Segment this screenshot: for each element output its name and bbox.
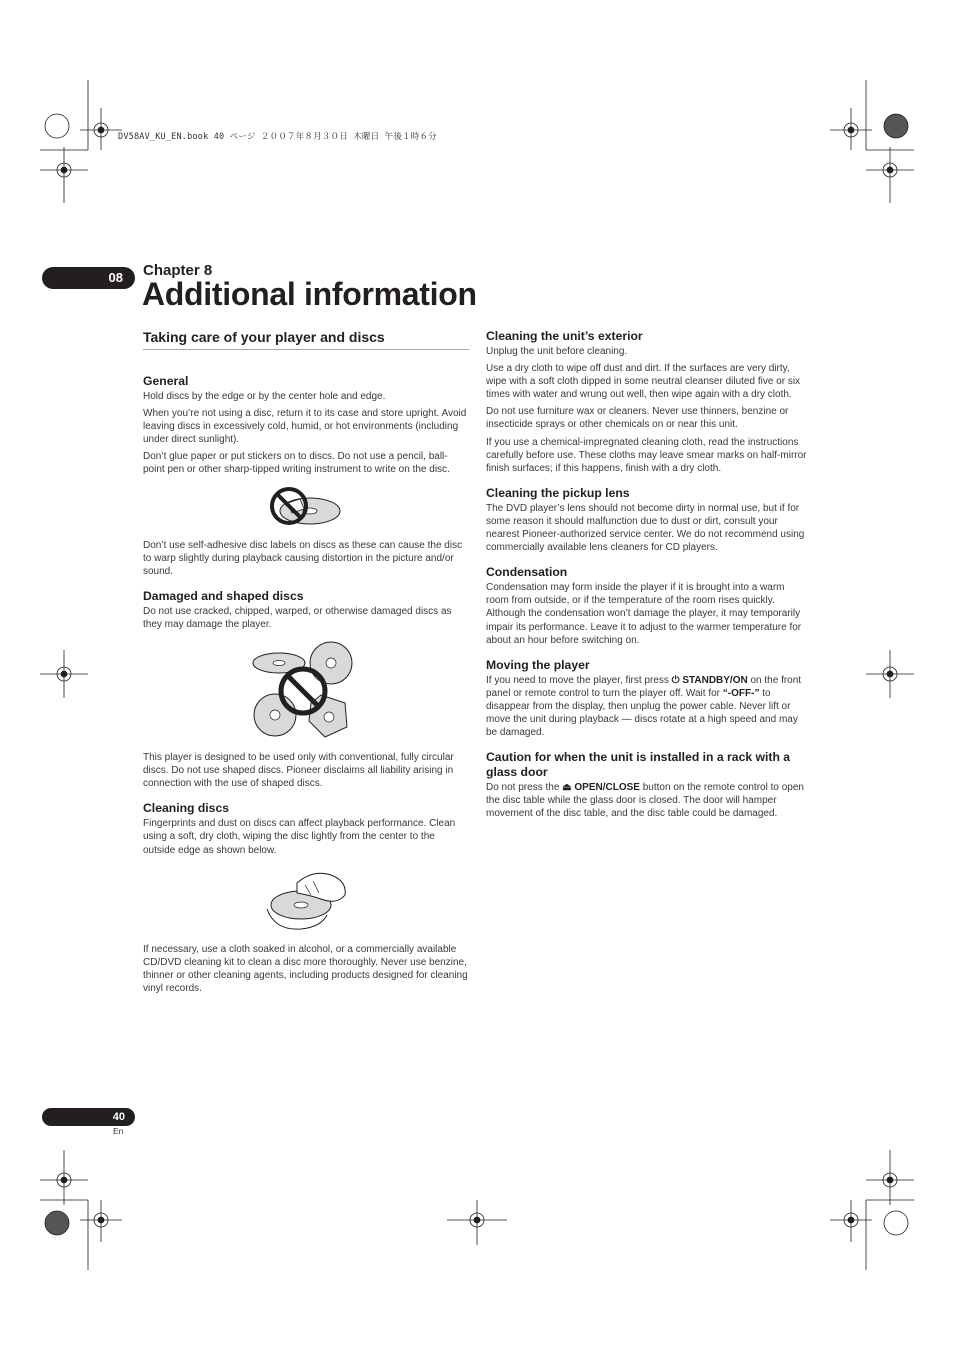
- moving-text-a: If you need to move the player, first press: [486, 674, 672, 686]
- page-language: En: [113, 1126, 124, 1136]
- damaged-p2: This player is designed to be used only with conventional, fully circular discs. Do not use shaped discs. Pioneer disclaims all liability arising in connection with the use of shaped discs.: [143, 752, 454, 790]
- damaged-p1: Do not use cracked, chipped, warped, or otherwise damaged discs as they may damage the player.: [143, 605, 452, 630]
- open-close-label: ⏏ OPEN/CLOSE: [562, 782, 640, 794]
- general-p3: Don’t glue paper or put stickers on to discs. Do not use a pencil, ball-point pen or other sharp-tipped writing instrument to write on the disc.: [143, 451, 450, 476]
- cleaning-p2: If necessary, use a cloth soaked in alcohol, or a commercially available CD/DVD cleaning kit to clean a disc more thoroughly. Never use benzine, thinner or other cleaning agents, including products designed for cleaning vinyl records.: [143, 943, 468, 994]
- exterior-p2: Use a dry cloth to wipe off dust and dirt. If the surfaces are very dirty, wipe with a soft cloth dipped in some neutral cleanser diluted five or six times with water and wrung out well, then wipe again with a dry cloth.: [486, 363, 801, 401]
- moving-text-c: to disappear from the display, then unplug the power cable. Never lift or move the unit during playback — discs rotate at a high speed and may be damaged.: [486, 687, 798, 739]
- condensation-p1: Condensation may form inside the player if it is brought into a warm room from outside, or if the temperature of the room rises quickly. Although the condensation won’t damage the player, it may temporarily impair its performance. Leave it to adjust to the warmer temperature for about an hour before switching on.: [486, 582, 802, 646]
- exterior-p4: If you use a chemical-impregnated cleaning cloth, read the instructions carefully before use. These cloths may leave smear marks on half-mirror finish surfaces; if this happens, finish with a dry cloth.: [486, 436, 807, 474]
- heading-pickup: Cleaning the pickup lens: [486, 485, 630, 500]
- cleaning-disc-illustration: [261, 865, 351, 935]
- moving-text-b: on the front panel or remote control to turn the player off. Wait for: [486, 674, 802, 699]
- heading-general: General: [143, 374, 189, 388]
- general-p1: Hold discs by the edge or by the center hole and edge.: [143, 391, 386, 402]
- heading-moving: Moving the player: [486, 657, 590, 672]
- exterior-p1: Unplug the unit before cleaning.: [486, 346, 628, 357]
- shaped-discs-illustration: [251, 641, 361, 741]
- general-p2: When you’re not using a disc, return it to its case and store upright. Avoid leaving discs in excessively cold, humid, or hot environments (including under direct sunlight).: [143, 408, 467, 446]
- right-column: [486, 329, 810, 824]
- heading-exterior: Cleaning the unit’s exterior: [486, 329, 643, 343]
- no-sticker-disc-illustration: [266, 483, 346, 533]
- chapter-label: Chapter 8: [143, 262, 213, 279]
- chapter-number-badge: 08: [42, 267, 135, 289]
- page-title: Additional information: [142, 276, 477, 312]
- heading-damaged: Damaged and shaped discs: [143, 588, 304, 603]
- section-title: Taking care of your player and discs: [143, 329, 469, 350]
- left-column: [143, 329, 469, 999]
- caution-text-a: Do not press the: [486, 782, 563, 794]
- print-header: DV58AV_KU_EN.book 40 ページ ２００７年８月３０日 木曜日 午後１時６分: [118, 132, 437, 142]
- page-number-badge: 40: [42, 1108, 135, 1126]
- standby-on-label: ⏻ STANDBY/ON: [671, 674, 748, 686]
- caution-p1: [486, 781, 810, 820]
- general-p4: Don’t use self-adhesive disc labels on discs as these can cause the disc to warp slightly during playback causing distortion in the picture and/or sound.: [143, 539, 463, 577]
- caution-text-b: button on the remote control to open the disc table while the glass door is closed. The door will hamper movement of the disc table, and the disc table could be damaged.: [486, 782, 804, 820]
- heading-condensation: Condensation: [486, 565, 568, 580]
- cleaning-p1: Fingerprints and dust on discs can affect playback performance. Clean using a soft, dry cloth, wiping the disc lightly from the center to the outside edge as shown below.: [143, 818, 456, 856]
- off-display-label: “-OFF-”: [722, 687, 760, 699]
- heading-caution: Caution for when the unit is installed in a rack with a glass door: [486, 750, 791, 780]
- heading-cleaning: Cleaning discs: [143, 801, 230, 816]
- pickup-p1: The DVD player’s lens should not become dirty in normal use, but if for some reason it should malfunction due to dust or dirt, consult your nearest Pioneer-authorized service center. We do not recommend using commercially available lens cleaners for CD players.: [486, 502, 805, 554]
- exterior-p3: Do not use furniture wax or cleaners. Never use thinners, benzine or insecticide sprays or other chemicals on or near this unit.: [486, 406, 789, 431]
- moving-p1: [486, 674, 810, 739]
